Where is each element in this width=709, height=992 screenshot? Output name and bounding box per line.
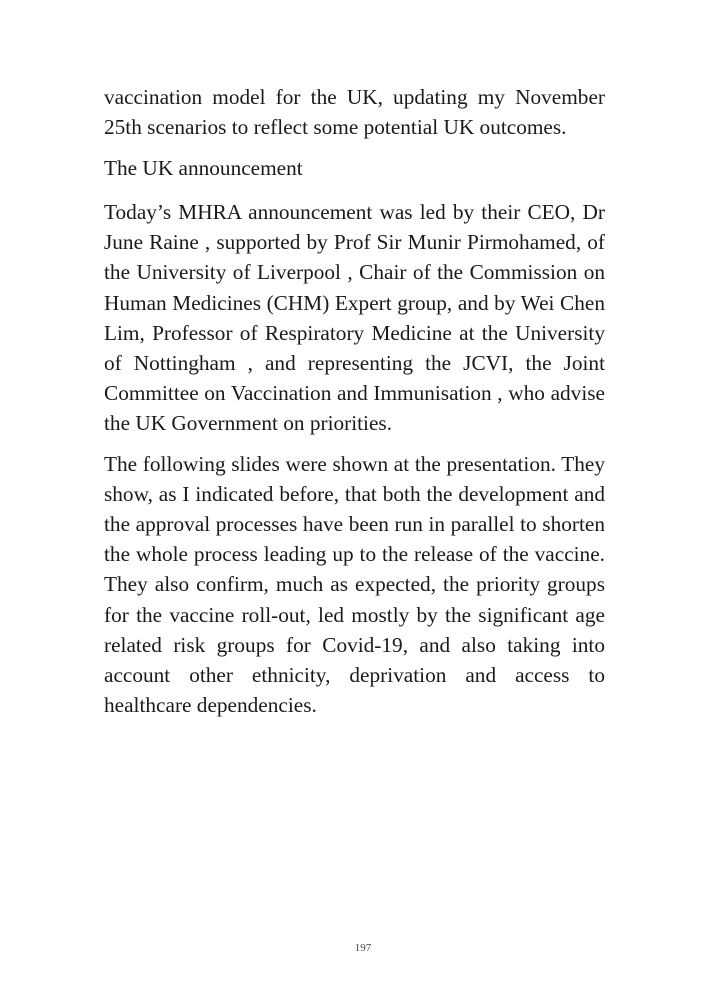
page-number: 197 — [354, 942, 372, 954]
section-heading: The UK announcement — [104, 156, 303, 181]
body-paragraph: The following slides were shown at the presentation. They show, as I indicated before, that both the development and the approval processes have been run in parallel to shorten the whole process leading up to the release of the vaccine. They also confirm, much as expected, the priority groups for the vaccine roll-out, led mostly by the significant age related risk groups for Covid-19, and also taking into account other ethnicity, deprivation and access to healthcare dependencies. — [104, 452, 605, 717]
body-paragraph: vaccination model for the UK, updating my November 25th scenarios to reflect some potential UK outcomes. — [104, 85, 605, 140]
body-paragraph: Today’s MHRA announcement was led by their CEO, Dr June Raine , supported by Prof Sir Munir Pirmohamed, of the University of Liverpool , Chair of the Commission on Human Medicines (CHM) Expert group, and by Wei Chen Lim, Professor of Respiratory Medicine at the University of Nottingham , and representing the JCVI, the Joint Committee on Vaccination and Immunisation , who advise the UK Government on priorities. — [104, 200, 605, 435]
page-content — [104, 82, 605, 731]
